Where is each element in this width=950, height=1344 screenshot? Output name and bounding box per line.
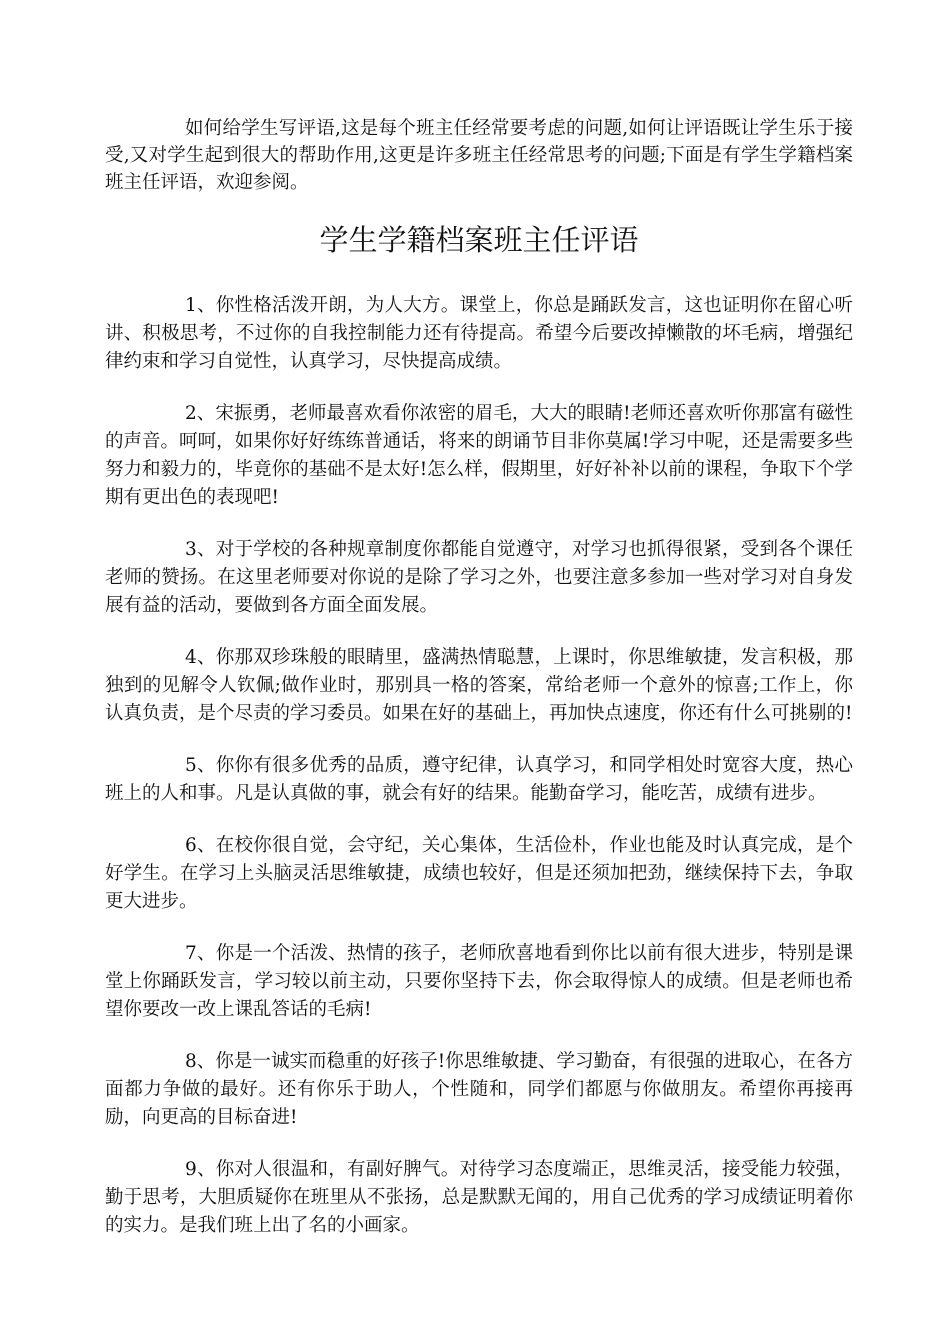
document-title: 学生学籍档案班主任评语	[319, 223, 639, 257]
comment-paragraph-5: 5、你你有很多优秀的品质，遵守纪律，认真学习，和同学相处时宽容大度，热心班上的人和事。凡是认真做的事，就会有好的结果。能勤奋学习，能吃苦，成绩有进步。	[105, 755, 853, 804]
intro-paragraph: 如何给学生写评语,这是每个班主任经常要考虑的问题,如何让评语既让学生乐于接受,又对学生起到很大的帮助作用,这更是许多班主任经常思考的问题;下面是有学生学籍档案班主任评语，欢迎参阅。	[105, 118, 853, 193]
comment-paragraph-7: 7、你是一个活泼、热情的孩子，老师欣喜地看到你比以前有很大进步，特别是课堂上你踊跃发言，学习较以前主动，只要你坚持下去，你会取得惊人的成绩。但是老师也希望你要改一改上课乱答话的毛病!	[105, 943, 853, 1020]
comment-paragraph-9: 9、你对人很温和，有副好脾气。对待学习态度端正，思维灵活，接受能力较强，勤于思考，大胆质疑你在班里从不张扬，总是默默无闻的，用自己优秀的学习成绩证明着你的实力。是我们班上出了名的小画家。	[105, 1159, 853, 1236]
document-page	[105, 115, 853, 1264]
comment-paragraph-2: 2、宋振勇，老师最喜欢看你浓密的眉毛，大大的眼睛!老师还喜欢听你那富有磁性的声音。呵呵，如果你好好练练普通话，将来的朗诵节目非你莫属!学习中呢，还是需要多些努力和毅力的，毕竟你的基础不是太好!怎么样，假期里，好好补补以前的课程，争取下个学期有更出色的表现吧!	[105, 403, 853, 508]
comment-paragraph-1: 1、你性格活泼开朗，为人大方。课堂上，你总是踊跃发言，这也证明你在留心听讲、积极思考，不过你的自我控制能力还有待提高。希望今后要改掉懒散的坏毛病，增强纪律约束和学习自觉性，认真学习，尽快提高成绩。	[105, 295, 853, 372]
comment-paragraph-4: 4、你那双珍珠般的眼睛里，盛满热情聪慧，上课时，你思维敏捷，发言积极，那独到的见解令人钦佩;做作业时，那别具一格的答案，常给老师一个意外的惊喜;工作上，你认真负责，是个尽责的学习委员。如果在好的基础上，再加快点速度，你还有什么可挑剔的!	[105, 647, 853, 724]
comment-paragraph-6: 6、在校你很自觉，会守纪，关心集体，生活俭朴，作业也能及时认真完成，是个好学生。在学习上头脑灵活思维敏捷，成绩也较好，但是还须加把劲，继续保持下去，争取更大进步。	[105, 835, 853, 912]
comment-paragraph-8: 8、你是一诚实而稳重的好孩子!你思维敏捷、学习勤奋，有很强的进取心，在各方面都力争做的最好。还有你乐于助人，个性随和，同学们都愿与你做朋友。希望你再接再励，向更高的目标奋进!	[105, 1051, 853, 1128]
comment-paragraph-3: 3、对于学校的各种规章制度你都能自觉遵守，对学习也抓得很紧，受到各个课任老师的赞扬。在这里老师要对你说的是除了学习之外，也要注意多参加一些对学习对自身发展有益的活动，要做到各方面全面发展。	[105, 539, 853, 616]
